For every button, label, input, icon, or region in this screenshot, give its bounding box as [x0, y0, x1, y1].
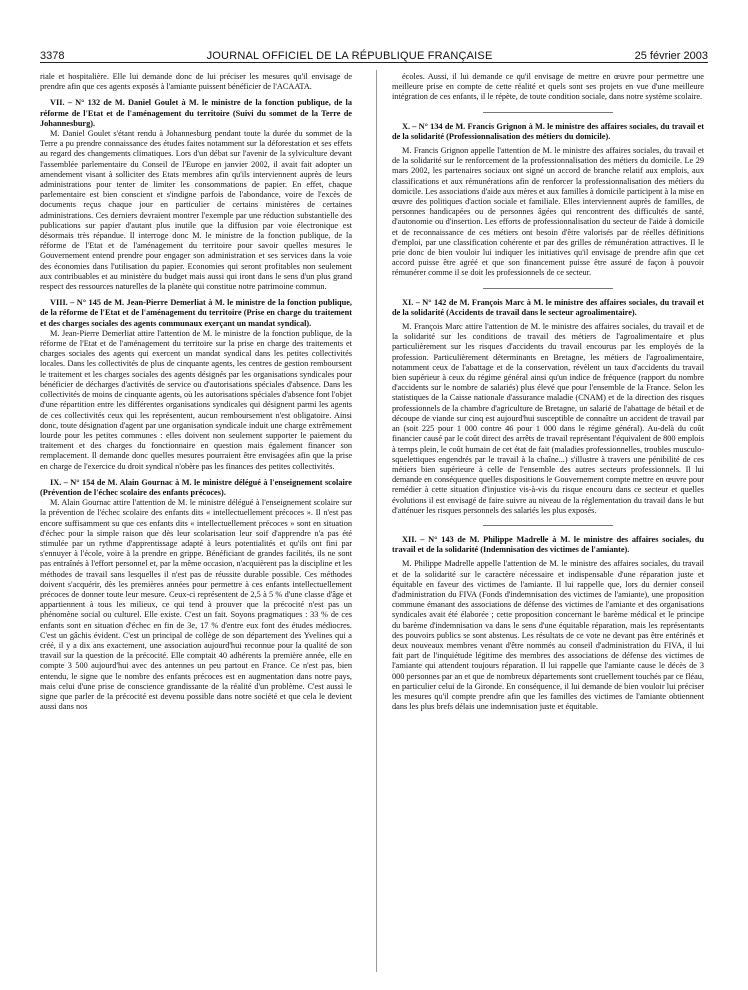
- page-header: [40, 44, 708, 63]
- page-number: 3378: [40, 50, 65, 62]
- continued-paragraph-right: écoles. Aussi, il lui demande ce qu'il envisage de mettre en œuvre pour permettre une meilleure prise en compte de cette réalité et quels sont ses projets en vue d'une meilleure intégration de ces enfants, il le répète, de toute condition sociale, dans notre système scolaire.: [392, 72, 704, 102]
- question-heading-xii: XII. – N° 143 de M. Philippe Madrelle à M. le ministre des affaires sociales, du travail et de la solidarité (Indemnisation des victimes de l'amiante).: [392, 534, 704, 555]
- question-body-vii: M. Daniel Goulet s'étant rendu à Johannesburg pendant toute la durée du sommet de la Terre a pu prendre connaissance des études faites notamment sur la déforestation et ses effets au regard des changements climatiques. Lors d'un débat sur l'avenir de la sylviculture devant l'assemblée parlementaire du Conseil de l'Europe en janvier 2002, il avait fait adopter un amendement visant à solliciter des Etats membres afin qu'ils interviennent auprès de leurs administrations pour tenter de limiter les consommations de papier. En effet, chaque parlementaire est bien conscient et s'indigne parfois de l'abondance, voire de l'excès de documents reçus chaque jour en particulier de certains ministères de certaines administrations. Ces derniers devraient montrer l'exemple par une réduction substantielle des publications sur papier d'autant plus inutile que la diffusion par voie électronique est désormais très répandue. Il interroge donc M. le ministre de la fonction publique, de la réforme de l'Etat et de l'aménagement du territoire pour savoir quelles mesures le Gouvernement entend prendre pour engager son administration et ses services dans la voie des économies dans l'utilisation du papier. Economies qui seront profitables non seulement aux contribuables et au ministère du budget mais aussi qui iront dans le sens d'un plus grand respect des ressources naturelles de la planète qui constitue notre patrimoine commun.: [40, 129, 352, 292]
- section-separator: [483, 525, 613, 526]
- question-heading-xi: XI. – N° 142 de M. François Marc à M. le ministre des affaires sociales, du travail et de la solidarité (Accidents de travail dans le secteur agroalimentaire).: [392, 297, 704, 317]
- question-body-xi: M. François Marc attire l'attention de M. le ministre des affaires sociales, du travail et de la solidarité sur les conditions de travail des métiers de l'agroalimentaire et plus particulièrement sur les risques d'accidents du travail encourus par les employés de la profession. Particulièrement déterminants en Bretagne, les métiers de l'agroalimentaire, notamment ceux de l'abattage et de la conservation, révèlent un taux d'accidents du travail bien supérieur à ceux du régime général ainsi qu'un indice de fréquence (rapport du nombre d'accidents sur le nombre de salariés) plus élevé que pour l'ensemble de la France. Selon les statistiques de la Caisse nationale d'assurance maladie (CNAM) et de la direction des risques professionnels de la chambre d'agriculture de Bretagne, un salarié de l'abattage de bétail et de découpe de viande sur cinq est aujourd'hui susceptible de connaître un accident de travail par an (soit 225 pour 1 000 contre 46 pour 1 000 dans le régime général). Au-delà du coût financier causé par le coût direct des arrêts de travail représentant l'équivalent de 800 emplois à temps plein, le coût humain de cet état de fait (maladies professionnelles, troubles musculo-squelettiques engendrés par le travail à la chaîne...) s'illustre à travers une pénibilité de ces métiers bien supérieure à celle de l'ensemble des autres secteurs professionnels. Il lui demande en conséquence quelles dispositions le Gouvernement compte mettre en œuvre pour remédier à cette situation d'injustice vis-à-vis du risque encouru dans ce secteur et quelles évolutions il est envisagé de faire suivre au niveau de la réglementation du travail dans le but d'atténuer les risques personnels des salariés les plus exposés.: [392, 322, 704, 515]
- question-body-xii: M. Philippe Madrelle appelle l'attention de M. le ministre des affaires sociales, du travail et de la solidarité sur le caractère nécessaire et indispensable d'une réparation juste et équitable en faveur des victimes de l'amiante. Il lui rappelle que, lors du dernier conseil d'administration du FIVA (Fonds d'indemnisation des victimes de l'amiante), une proposition commune émanant des associations de défense des victimes de l'amiante et des organisations syndicales avait été élaborée ; cette proposition concernant le barème médical et le principe du barème d'indemnisation va dans le sens d'une équitable réparation, mais les représentants des pouvoirs publics se sont abstenus. Les résultats de ce vote ne devant pas être entérinés et deux nouveaux membres venant d'être nommés au conseil d'administration du FIVA, il lui fait part de l'inquiétude légitime des membres des associations de défense des victimes de l'amiante qui attendent toujours réparation. Il lui rappelle que l'amiante cause le décès de 3 000 personnes par an et que de nombreux départements sont cruellement touchés par ce fléau, en particulier celui de la Gironde. En conséquence, il lui demande de bien vouloir lui préciser les mesures qu'il compte prendre afin que les familles des victimes de l'amiante obtiennent dans les plus brefs délais une indemnisation juste et équitable.: [392, 559, 704, 712]
- question-body-ix: M. Alain Gournac attire l'attention de M. le ministre délégué à l'enseignement scolaire sur la prévention de l'échec scolaire des enfants dits « intellectuellement précoces ». Il n'est pas encore suffisamment su que ces enfants dits « intellectuellement précoces » sont en situation d'échec pour la simple raison que dès leur scolarisation leur soif d'apprendre n'a pas été stimulée par un rythme d'apprentissage adapté à leurs potentialités et qu'ils ont fini par s'ennuyer à l'école, voire à la prendre en grippe. Bénéficiant de grandes facilités, ils ne sont pas entraînés à l'effort personnel et, par la même occasion, n'acquièrent pas la discipline et les méthodes de travail sans lesquelles il n'est pas de réussite durable possible. Ces méthodes doivent s'acquérir, dès les premières années pour permettre à ces enfants intellectuellement précoces de donner toute leur mesure. Ceux-ci représentent de 2,5 à 5 % d'une classe d'âge et appartiennent à tous les milieux, ce qui tend à prouver que la précocité n'est pas un phénomène social ou culturel. Elle existe. C'est un fait. Soyons pragmatiques : 33 % de ces enfants sont en situation d'échec en fin de 3e, 17 % d'entre eux font des études médiocres. C'est un gâchis évident. C'est un principal de collège de son département des Yvelines qui a créé, il y a dix ans exactement, une association aujourd'hui reconnue pour la qualité de son travail sur la question de la précocité. Elle comptait 40 adhérents la première année, elle en compte 3 500 aujourd'hui avec des antennes un peu partout en France. Ce n'est pas, bien entendu, le signe que le nombre des enfants précoces est en augmentation dans notre pays, mais celui d'une prise de conscience grandissante de la réalité d'un problème. C'est aussi le signe que parler de la précocité est devenu possible dans notre société et que cela le devient aussi dans nos: [40, 498, 352, 712]
- section-separator: [483, 288, 613, 289]
- column-divider: [376, 70, 377, 972]
- continued-paragraph: riale et hospitalière. Elle lui demande donc de lui préciser les mesures qu'il envisage de prendre afin que ces agents exposés à l'amiante puissent bénéficier de l'ACAATA.: [40, 72, 352, 92]
- question-heading-x: X. – N° 134 de M. Francis Grignon à M. le ministre des affaires sociales, du travail et de la solidarité (Professionnalisation des métiers du domicile).: [392, 121, 704, 141]
- section-separator: [483, 112, 613, 113]
- issue-date: 25 février 2003: [634, 50, 708, 62]
- question-heading-vii: VII. – N° 132 de M. Daniel Goulet à M. le ministre de la fonction publique, de la réforme de l'Etat et de l'aménagement du territoire (Suivi du sommet de la Terre de Johannesburg).: [40, 98, 352, 128]
- question-body-viii: M. Jean-Pierre Demerliat attire l'attention de M. le ministre de la fonction publique, de la réforme de l'Etat et de l'aménagement du territoire sur la prise en charge des traitements et charges sociales des agents qui exercent un mandat syndical dans les petites collectivités locales. Dans les collectivités de plus de cinquante agents, les centres de gestion remboursent le traitement et les charges sociales des agents désignés par les organisations syndicales pour bénéficier de décharges d'activités de service ou d'autorisations spéciales d'absence. Dans les collectivités de moins de cinquante agents, où les autorisations spéciales d'absence font l'objet d'une répartition entre les différentes organisations syndicales qui désignent parmi les agents de ces collectivités ceux qui les représentent, aucun remboursement n'est obligatoire. Ainsi donc, toute désignation d'agent par une organisation syndicale induit une charge extrêmement lourde pour les petites communes : elles doivent non seulement supporter le paiement du traitement et des charges du fonctionnaire en question mais également financer son remplacement. Il demande donc quelles mesures pourraient être envisagées afin que la prise en charge de l'exercice du droit syndical n'obère pas les finances des petites collectivités.: [40, 328, 352, 471]
- question-body-x: M. Francis Grignon appelle l'attention de M. le ministre des affaires sociales, du travail et de la solidarité sur le renforcement de la professionnalisation des métiers du domicile. Le 29 mars 2002, les partenaires sociaux ont signé un accord de branche relatif aux emplois, aux classifications et aux rémunérations afin de renforcer la professionnalisation des métiers du domicile. Les associations d'aide aux mères et aux familles à domicile participent à la mise en œuvre des politiques d'action sociale et familiale. Elles interviennent auprès de familles, de personnes handicapées ou de personnes âgées qui rencontrent des difficultés de santé, d'autonomie ou d'insertion. Les efforts de professionnalisation du secteur de l'aide à domicile et de reconnaissance de ces métiers ont besoin d'être valorisés par de réelles définitions d'emploi, par une classification cohérente et par des grilles de rémunération attractives. Il le prie donc de bien vouloir lui indiquer les initiatives qu'il envisage de prendre afin que cet accord puisse être agréé et que son financement puisse être assuré de façon à pouvoir rémunérer comme il se doit les professionnels de ce secteur.: [392, 146, 704, 278]
- journal-title: JOURNAL OFFICIEL DE LA RÉPUBLIQUE FRANÇAISE: [206, 50, 493, 62]
- left-column: [40, 72, 352, 972]
- question-heading-ix: IX. – N° 154 de M. Alain Gournac à M. le ministre délégué à l'enseignement scolaire (Prévention de l'échec scolaire des enfants précoces).: [40, 477, 352, 497]
- right-column: [392, 72, 704, 972]
- question-heading-viii: VIII. – N° 145 de M. Jean-Pierre Demerliat à M. le ministre de la fonction publique, de la réforme de l'Etat et de l'aménagement du territoire (Prise en charge du traitement et des charges sociales des agents communaux exerçant un mandat syndical).: [40, 298, 352, 328]
